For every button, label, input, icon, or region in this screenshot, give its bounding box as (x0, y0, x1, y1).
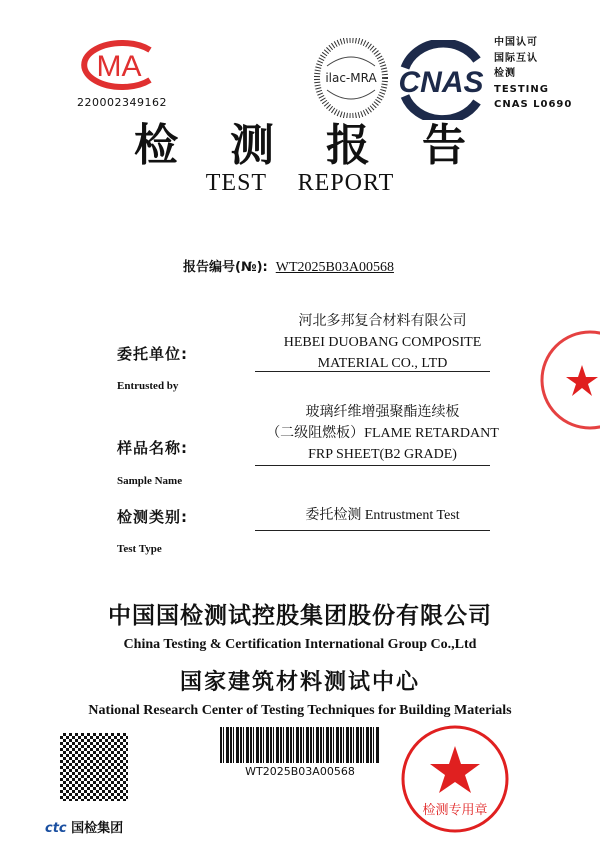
official-seal (400, 724, 510, 834)
sample-name-label-en: Sample Name (117, 475, 183, 487)
ilac-mra-logo (313, 38, 389, 118)
qr-code[interactable] (60, 733, 128, 801)
title-en: TEST REPORT (205, 170, 395, 196)
test-type-value: 委托检测 Entrustment Test (305, 508, 460, 523)
sample-name-value: 玻璃纤维增强聚酯连续板 （二级阻燃板）FLAME RETARDANT FRP SHEET(B2 GRADE) (266, 405, 499, 462)
barcode (220, 727, 380, 763)
test-type-label-en: Test Type (117, 543, 162, 555)
issuer-center-cn: 国家建筑材料测试中心 (179, 670, 420, 695)
divider (255, 371, 490, 372)
issuer-company-en: China Testing & Certification International Group Co.,Ltd (123, 637, 477, 652)
cma-number: 220002349162 (77, 96, 167, 109)
test-type-label-cn: 检测类别: (117, 508, 188, 526)
sample-name-label-cn: 样品名称: (117, 439, 188, 457)
issuer-company-cn: 中国国检测试控股集团股份有限公司 (108, 603, 492, 629)
cma-logo (78, 40, 160, 90)
divider (255, 530, 490, 531)
entrusted-by-label-en: Entrusted by (117, 380, 179, 392)
entrusted-by-label-cn: 委托单位: (117, 345, 188, 363)
barcode-text: WT2025B03A00568 (245, 765, 355, 778)
cnas-logo (393, 40, 489, 120)
footer-logo: ctc 国检集团 (45, 821, 124, 836)
svg-text:ilac-MRA: ilac-MRA (325, 71, 377, 85)
seal-stamp-partial (520, 330, 600, 440)
entrusted-by-value: 河北多邦复合材料有限公司 HEBEI DUOBANG COMPOSITE MATERIAL CO., LTD (283, 314, 482, 371)
title-cn: 检测报告 (134, 120, 518, 171)
svg-text:MA: MA (96, 50, 142, 83)
issuer-center-en: National Research Center of Testing Techniques for Building Materials (88, 703, 512, 718)
seal-text: 检测专用章 (422, 803, 488, 818)
report-number: 报告编号(№): WT2025B03A00568 (183, 260, 394, 275)
cnas-accreditation-text: 中国认可 国际互认 检测 TESTING CNAS L0690 (494, 37, 573, 110)
divider (255, 465, 490, 466)
svg-text:CNAS: CNAS (398, 66, 484, 99)
